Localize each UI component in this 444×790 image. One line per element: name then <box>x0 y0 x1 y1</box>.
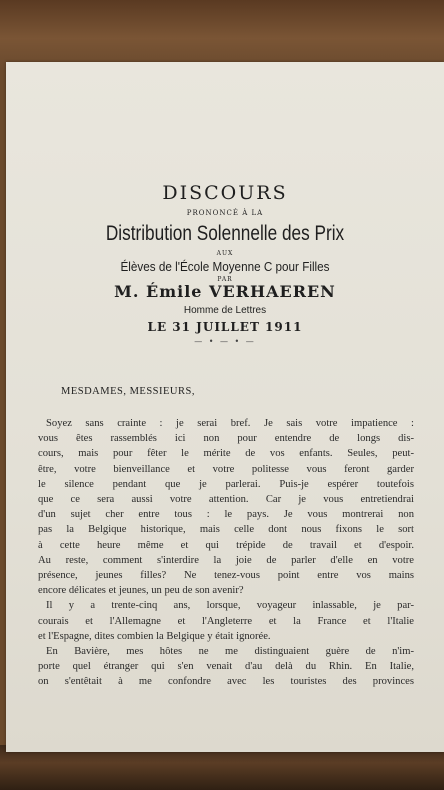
text-line: Au reste, comment s'interdire la joie de parler d'elle en votre <box>38 554 414 566</box>
audience-line: Élèves de l'École Moyenne C pour Filles <box>120 259 330 274</box>
speech-date: LE 31 JUILLET 1911 <box>147 320 303 334</box>
text-line: Soyez sans crainte : je serai bref. Je sais votre impatience : <box>46 418 414 429</box>
text-line: on s'entêtait à me confondre avec les touristes des provinces <box>38 676 414 688</box>
text-line: et l'Espagne, dites combien la Belgique y était ignorée. <box>38 630 271 642</box>
text-line: le silence pendant que je parlerai. Puis-je espérer toutefois <box>38 478 414 490</box>
text-line: encore délicates et jeunes, un peu de son avenir? <box>38 585 244 597</box>
text-line: être, votre bienveillance et votre politesse vous feront garder <box>38 463 414 475</box>
text-line: courais et l'Allemagne et l'Angleterre et la France et l'Italie <box>38 615 414 627</box>
wood-table-top <box>0 0 444 70</box>
author-name: M. Émile VERHAEREN <box>114 282 336 301</box>
text-line: Il y a trente-cinq ans, lorsque, voyageur inlassable, je par- <box>46 600 414 612</box>
text-line: vous êtes rassemblés ici non pour entendre de longs dis- <box>38 433 414 445</box>
subtitle-par: PAR <box>217 276 233 283</box>
ornament-divider: — • — • — <box>194 337 256 346</box>
text-line: présence, jeunes filles? Ne tenez-vous point entre vos mains <box>38 570 414 581</box>
text-line: cours, mais pour fêter le mérite de vos enfants. Seules, peut- <box>38 448 414 460</box>
subtitle-prononce: PRONONCÉ À LA <box>186 209 264 217</box>
text-line: que ce sera aussi votre attention. Car je vous entretiendrai <box>38 494 414 505</box>
text-line: porte quel étranger qui s'en venait d'au delà du Rhin. En Italie, <box>38 661 414 673</box>
text-line: d'un sujet cher entre tous : le pays. Je vous montrerai non <box>38 509 414 521</box>
salutation: MESDAMES, MESSIEURS, <box>61 386 195 397</box>
text-line: à cette heure même et qui trépide de travail et d'espoir. <box>38 539 414 551</box>
author-role: Homme de Lettres <box>183 305 267 316</box>
occasion-heading: Distribution Solennelle des Prix <box>105 222 345 245</box>
text-line: pas la Belgique historique, mais celle dont nous fixons le sort <box>38 524 414 536</box>
document-title: DISCOURS <box>162 182 288 204</box>
subtitle-aux: AUX <box>216 250 234 257</box>
document-page <box>6 62 444 752</box>
text-line: En Bavière, mes hôtes ne me distinguaient guère de n'im- <box>46 646 414 657</box>
